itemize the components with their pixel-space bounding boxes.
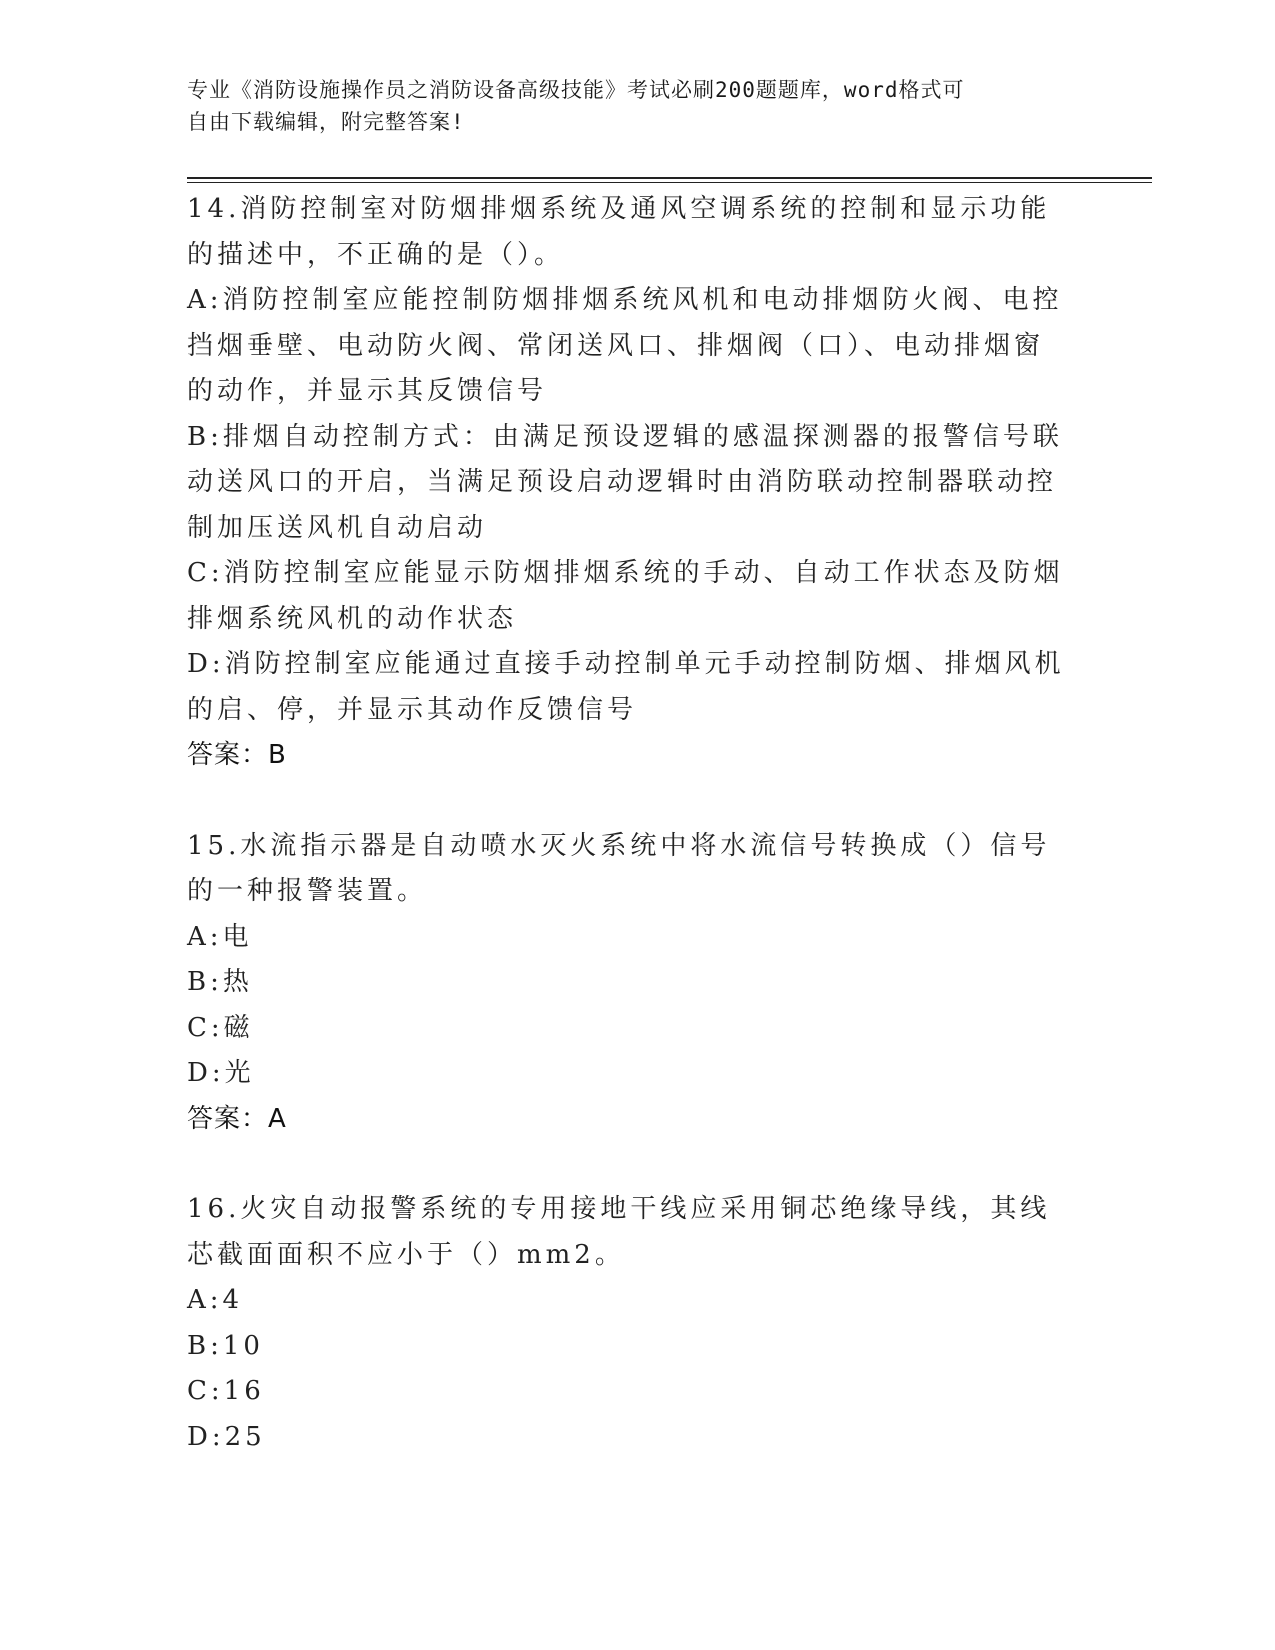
question-15 <box>187 824 1067 1143</box>
answer-label: 答案： <box>187 740 269 770</box>
option-text: 4 <box>222 1285 244 1315</box>
option-key: C: <box>187 1012 224 1043</box>
option-key: D: <box>187 649 225 679</box>
option-key: A: <box>187 1285 223 1315</box>
option-a <box>187 915 1067 961</box>
option-c <box>187 1006 1067 1052</box>
option-key: D: <box>187 1421 225 1452</box>
question-text: 14.消防控制室对防烟排烟系统及通风空调系统的控制和显示功能的描述中，不正确的是（）。 <box>187 194 1051 270</box>
option-key: A: <box>187 285 223 315</box>
document-header <box>187 74 1067 138</box>
option-b <box>187 960 1067 1006</box>
option-b <box>187 415 1067 552</box>
header-line-2: 自由下载编辑，附完整答案! <box>187 110 465 134</box>
option-key: B: <box>187 1330 223 1361</box>
header-divider-thick <box>187 177 1152 179</box>
answer-line <box>187 733 1067 779</box>
option-key: C: <box>187 1376 224 1406</box>
header-divider-thin <box>187 182 1152 183</box>
option-text: 排烟自动控制方式：由满足预设逻辑的感温探测器的报警信号联动送风口的开启，当满足预设启动逻辑时由消防联动控制器联动控制加压送风机自动启动 <box>187 421 1063 543</box>
answer-value: B <box>268 740 287 770</box>
option-d <box>187 1051 1067 1097</box>
option-text: 热 <box>222 967 253 997</box>
option-text: 电 <box>222 921 253 952</box>
option-a <box>187 278 1067 415</box>
option-key: D: <box>187 1058 225 1088</box>
option-key: C: <box>187 558 224 588</box>
option-text: 光 <box>224 1058 255 1088</box>
option-text: 25 <box>224 1421 266 1452</box>
option-d <box>187 1415 1067 1461</box>
option-c <box>187 1369 1067 1415</box>
question-14 <box>187 187 1067 779</box>
option-key: B: <box>187 967 223 997</box>
option-text: 消防控制室应能显示防烟排烟系统的手动、自动工作状态及防烟排烟系统风机的动作状态 <box>187 558 1064 634</box>
option-text: 16 <box>223 1376 265 1406</box>
answer-line <box>187 1097 1067 1143</box>
option-text: 消防控制室应能通过直接手动控制单元手动控制防烟、排烟风机的启、停，并显示其动作反馈信号 <box>187 649 1065 725</box>
option-text: 10 <box>222 1330 264 1361</box>
answer-label: 答案： <box>187 1103 269 1134</box>
option-b <box>187 1324 1067 1370</box>
question-text: 15.水流指示器是自动喷水灭火系统中将水流信号转换成（）信号的一种报警装置。 <box>187 830 1051 906</box>
option-c <box>187 551 1067 642</box>
answer-value: A <box>268 1103 287 1134</box>
option-text: 磁 <box>223 1012 254 1043</box>
header-line-1: 专业《消防设施操作员之消防设备高级技能》考试必刷200题题库，word格式可 <box>187 78 965 102</box>
question-list <box>187 187 1067 1460</box>
option-key: B: <box>187 421 223 452</box>
option-d <box>187 642 1067 733</box>
question-16 <box>187 1187 1067 1460</box>
option-text: 消防控制室应能控制防烟排烟系统风机和电动排烟防火阀、电控挡烟垂壁、电动防火阀、常闭送风口、排烟阀（口）、电动排烟窗的动作，并显示其反馈信号 <box>187 285 1063 406</box>
question-text: 16.火灾自动报警系统的专用接地干线应采用铜芯绝缘导线，其线芯截面面积不应小于（）mm2。 <box>187 1194 1051 1270</box>
option-a <box>187 1278 1067 1324</box>
option-key: A: <box>187 921 223 952</box>
